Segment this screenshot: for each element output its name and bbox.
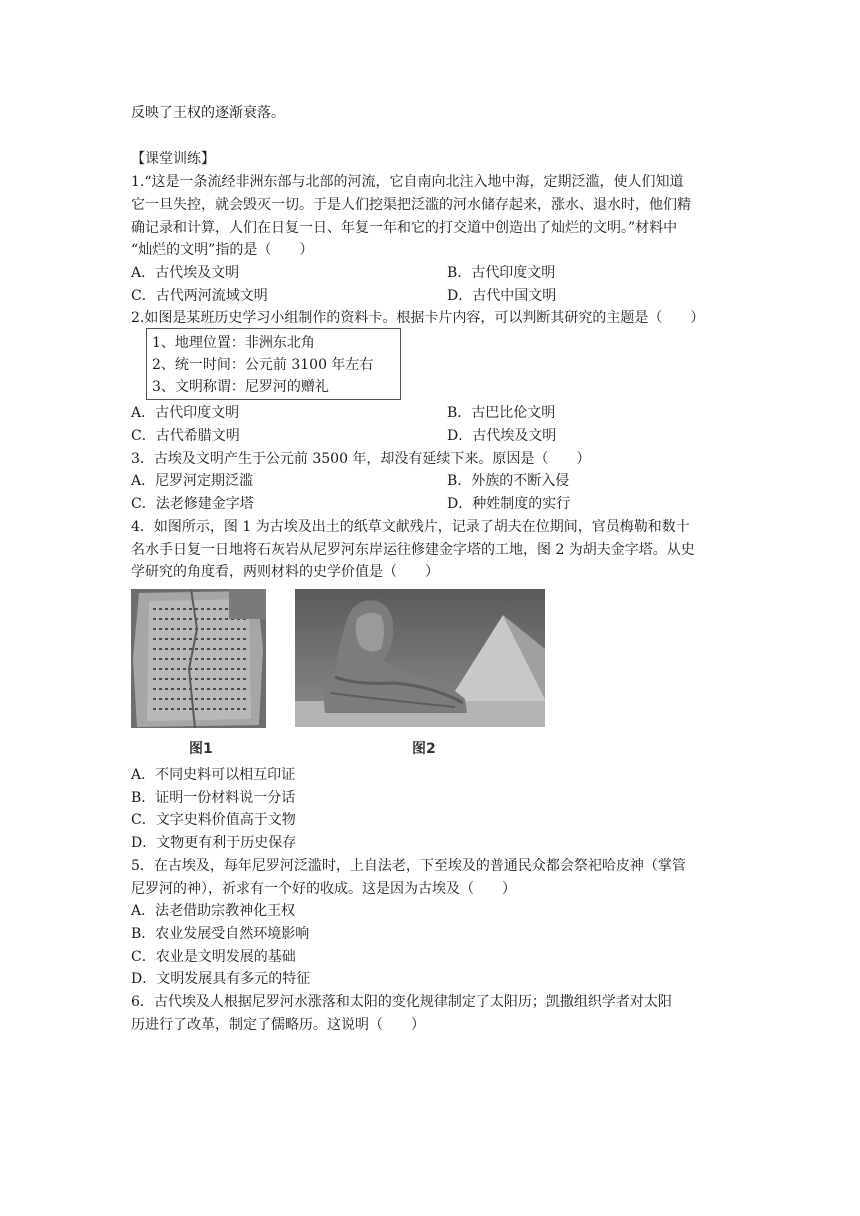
q1-line: 确记录和计算，人们在日复一日、年复一年和它的打交道中创造出了灿烂的文明。”材料中 <box>131 220 678 236</box>
q4-option-b: B．证明一份材料说一分话 <box>131 790 296 806</box>
q5-option-a: A．法老借助宗教神化王权 <box>131 903 296 919</box>
q6-line: 6．古代埃及人根据尼罗河水涨落和太阳的变化规律制定了太阳历；凯撒组织学者对太阳 <box>131 994 672 1010</box>
q4-line: 学研究的角度看，两则材料的史学价值是（ ） <box>131 564 439 580</box>
papyrus-fragment-drawing <box>131 589 266 728</box>
sphinx-pyramid-drawing <box>295 589 545 727</box>
q4-line: 4．如图所示，图 1 为古埃及出土的纸草文献残片，记录了胡夫在位期间，官员梅勒和数十 <box>131 519 690 535</box>
q6-line: 历进行了改革，制定了儒略历。这说明（ ） <box>131 1017 425 1033</box>
q4-option-a: A．不同史料可以相互印证 <box>131 767 296 783</box>
q5-option-c: C．农业是文明发展的基础 <box>131 949 296 965</box>
q3-option-b: B．外族的不断入侵 <box>447 473 570 489</box>
q5-line: 尼罗河的神），祈求有一个好的收成。这是因为古埃及（ ） <box>131 881 516 897</box>
q1-line: 1.“这是一条流经非洲东部与北部的河流，它自南向北注入地中海，定期泛滥，使人们知道 <box>131 174 684 190</box>
q2-option-a: A．古代印度文明 <box>131 405 240 421</box>
q4-option-d: D．文物更有利于历史保存 <box>131 835 297 851</box>
q1-line: 它一旦失控，就会毁灭一切。于是人们挖渠把泛滥的河水储存起来，涨水、退水时，他们精 <box>131 197 691 213</box>
q2-option-b: B．古巴比伦文明 <box>447 405 556 421</box>
info-card-item: 2、统一时间：公元前 3100 年左右 <box>152 357 374 373</box>
q5-option-b: B．农业发展受自然环境影响 <box>131 926 310 942</box>
papyrus-fragment-image <box>131 589 266 728</box>
q2-line: 2.如图是某班历史学习小组制作的资料卡。根据卡片内容，可以判断其研究的主题是（ ） <box>131 310 705 326</box>
q4-line: 名水手日复一日地将石灰岩从尼罗河东岸运往修建金字塔的工地，图 2 为胡夫金字塔。从史 <box>131 542 695 558</box>
figure-1-caption: 图1 <box>189 741 213 757</box>
intro-text: 反映了王权的逐渐衰落。 <box>131 105 285 121</box>
q3-option-c: C．法老修建金字塔 <box>131 496 254 512</box>
sphinx-pyramid-image <box>295 589 545 727</box>
q3-option-d: D．种姓制度的实行 <box>447 496 571 512</box>
q5-option-d: D．文明发展具有多元的特征 <box>131 971 311 987</box>
q3-option-a: A．尼罗河定期泛滥 <box>131 473 254 489</box>
q2-option-c: C．古代希腊文明 <box>131 428 240 444</box>
q4-option-c: C．文字史料价值高于文物 <box>131 812 296 828</box>
q2-option-d: D．古代埃及文明 <box>447 428 557 444</box>
figure-2-caption: 图2 <box>412 741 436 757</box>
section-title: 【课堂训练】 <box>131 151 215 167</box>
q1-option-b: B．古代印度文明 <box>447 265 556 281</box>
info-card <box>146 328 401 400</box>
info-card-item: 1、地理位置：非洲东北角 <box>152 335 315 351</box>
q5-line: 5．在古埃及，每年尼罗河泛滥时，上自法老，下至埃及的普通民众都会祭祀哈皮神（掌管 <box>131 858 686 874</box>
q1-option-a: A．古代埃及文明 <box>131 265 240 281</box>
q1-line: “灿烂的文明”指的是（ ） <box>131 242 314 258</box>
q3-line: 3．古埃及文明产生于公元前 3500 年，却没有延续下来。原因是（ ） <box>131 451 591 467</box>
q1-option-c: C．古代两河流域文明 <box>131 288 268 304</box>
info-card-item: 3、文明称谓：尼罗河的赠礼 <box>152 379 329 395</box>
q1-option-d: D．古代中国文明 <box>447 288 557 304</box>
